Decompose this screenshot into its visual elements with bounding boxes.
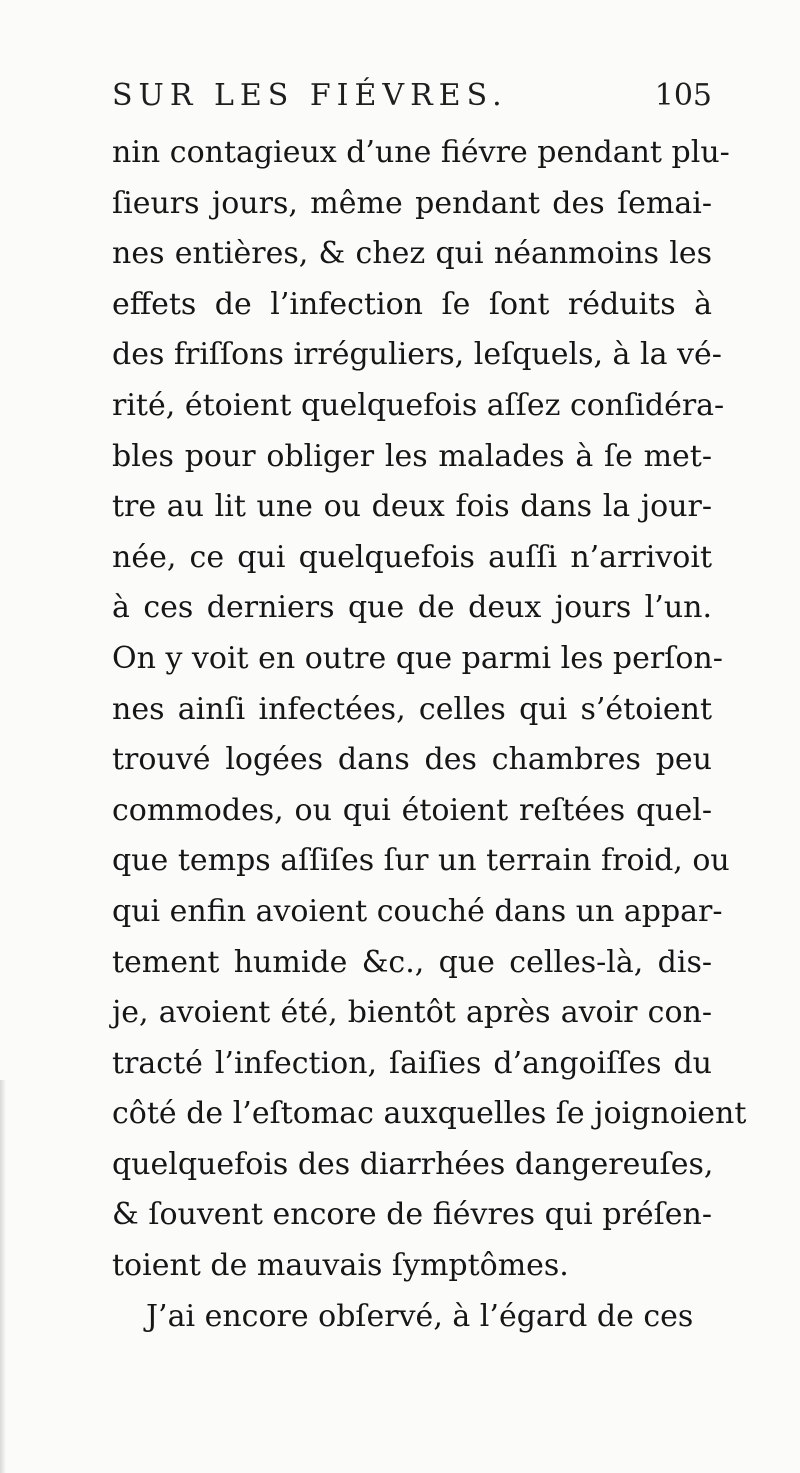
text-line: quelquefois des diarrhées dangereuſes, — [112, 1146, 714, 1182]
text-line: nes entières, & chez qui néanmoins les — [112, 236, 712, 272]
text-line: commodes, ou qui étoient reſtées quel- — [112, 792, 712, 828]
text-line: que temps aſſiſes ſur un terrain froid, ou — [112, 843, 730, 879]
text-line: tracté l’infection, ſaiſies d’angoiſſes du — [112, 1045, 712, 1081]
text-line: nin contagieux d’une fiévre pendant plu- — [112, 135, 730, 170]
text-line: toient de mauvais ſymptômes. — [112, 1248, 569, 1284]
text-line: tement humide &c., que celles-là, dis- — [112, 944, 712, 980]
running-head-title: SUR LES FIÉVRES. — [112, 78, 508, 113]
text-line: je, avoient été, bientôt après avoir con- — [112, 995, 712, 1031]
text-line: qui enfin avoient couché dans un appar- — [112, 893, 723, 929]
text-line: tre au lit une ou deux fois dans la jour- — [112, 489, 712, 525]
text-line: J’ai encore obſervé, à l’égard de ces — [146, 1298, 694, 1334]
text-line: trouvé logées dans des chambres peu — [112, 742, 712, 778]
text-line: côté de l’eſtomac auxquelles ſe joignoient — [112, 1096, 747, 1132]
text-line: bles pour obliger les malades à ſe met- — [112, 438, 712, 474]
text-line: On y voit en outre que parmi les perſon- — [112, 640, 723, 676]
page-number: 105 — [654, 78, 712, 113]
page-edge-shadow — [0, 1080, 6, 1473]
text-line: née, ce qui quelquefois auſſi n’arrivoit — [112, 539, 712, 575]
text-line: des friſſons irréguliers, leſquels, à la vé- — [112, 337, 722, 373]
running-head — [112, 78, 712, 118]
text-line: & ſouvent encore de fiévres qui préſen- — [112, 1197, 712, 1233]
text-line: ſieurs jours, même pendant des ſemai- — [112, 185, 712, 221]
text-line: nes ainſi infectées, celles qui s’étoient — [112, 691, 712, 727]
body-text — [112, 128, 747, 1342]
text-line: rité, étoient quelquefois aſſez conſidéra- — [112, 387, 725, 423]
text-line: effets de l’infection ſe ſont réduits à — [112, 286, 712, 322]
text-line: à ces derniers que de deux jours l’un. — [112, 590, 712, 626]
